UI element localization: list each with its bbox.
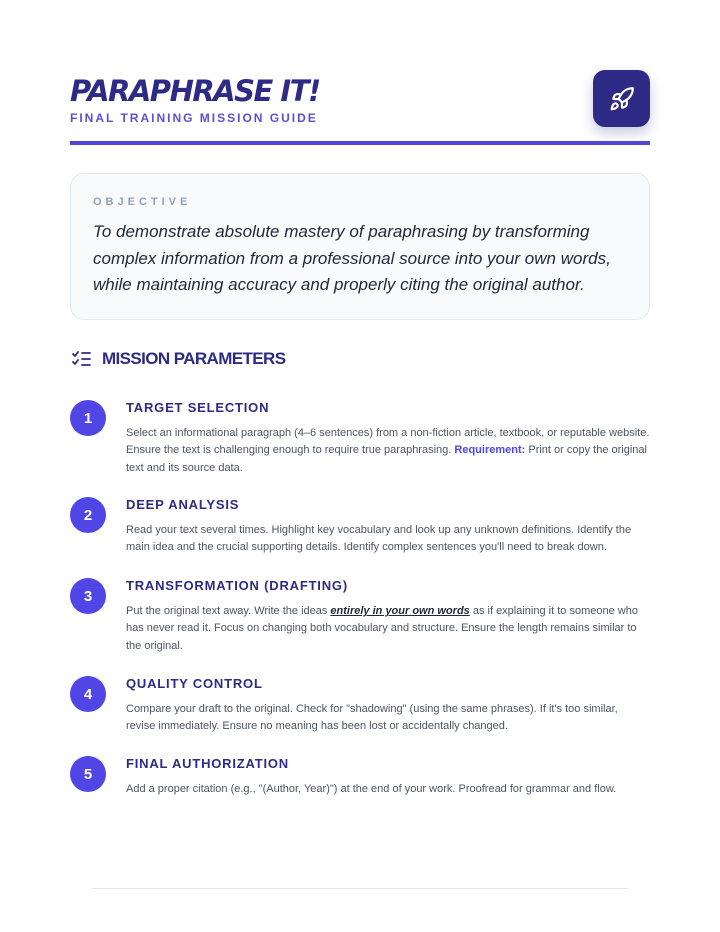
- step-number-badge: 2: [70, 497, 106, 533]
- emphasis-text: entirely in your own words: [330, 605, 470, 617]
- step-number-badge: 5: [70, 756, 106, 792]
- step-description: [126, 425, 650, 477]
- requirement-label: Requirement:: [454, 444, 526, 457]
- checklist-icon: [72, 351, 91, 367]
- step-title: TARGET SELECTION: [126, 400, 270, 415]
- step-text: Put the original text away. Write the ideas: [126, 605, 331, 617]
- header-divider: [70, 141, 650, 145]
- step-title: TRANSFORMATION (DRAFTING): [126, 578, 348, 593]
- step-text: as if explaining it to someone who has never read it. Focus on changing both vocabulary and structure. Ensure the length remains similar to the original.: [126, 605, 638, 652]
- logo-badge: [593, 70, 650, 127]
- objective-card: [70, 173, 650, 320]
- step-description: Compare your draft to the original. Check for "shadowing" (using the same phrases). If it's too similar, revise immediately. Ensure no meaning has been lost or accidentally changed.: [126, 703, 618, 733]
- objective-label: OBJECTIVE: [93, 196, 192, 208]
- step-text: Select an informational paragraph (4–6 sentences) from a non-fiction article, textbook, or reputable website. Ensure the text is challenging enough to require true paraphrasing.: [126, 427, 650, 457]
- footer-divider: [92, 888, 628, 889]
- step-number-badge: 4: [70, 676, 106, 712]
- step-text: Print or copy the original text and its source data.: [126, 444, 647, 474]
- section-title: MISSION PARAMETERS: [102, 349, 286, 368]
- step-number-badge: 3: [70, 578, 106, 614]
- step-description: Read your text several times. Highlight key vocabulary and look up any unknown definitions. Identify the main idea and the crucial supporting details. Identify complex sentences you'll need to break down.: [126, 524, 632, 554]
- mission-parameters-heading: [70, 346, 650, 374]
- step-description: Add a proper citation (e.g., "(Author, Year)") at the end of your work. Proofread for grammar and flow.: [126, 783, 617, 795]
- step-title: FINAL AUTHORIZATION: [126, 756, 289, 771]
- step-title: DEEP ANALYSIS: [126, 497, 240, 512]
- step-number-badge: 1: [70, 400, 106, 436]
- step-description: [126, 603, 650, 655]
- page-title: PARAPHRASE IT!: [70, 74, 320, 108]
- page-header: [70, 70, 650, 145]
- objective-text: To demonstrate absolute mastery of paraphrasing by transforming complex information from a professional source into your own words, while maintaining accuracy and properly citing the original author.: [93, 222, 611, 294]
- page-subtitle: FINAL TRAINING MISSION GUIDE: [70, 111, 318, 125]
- step-title: QUALITY CONTROL: [126, 676, 263, 691]
- rocket-icon: [609, 86, 635, 112]
